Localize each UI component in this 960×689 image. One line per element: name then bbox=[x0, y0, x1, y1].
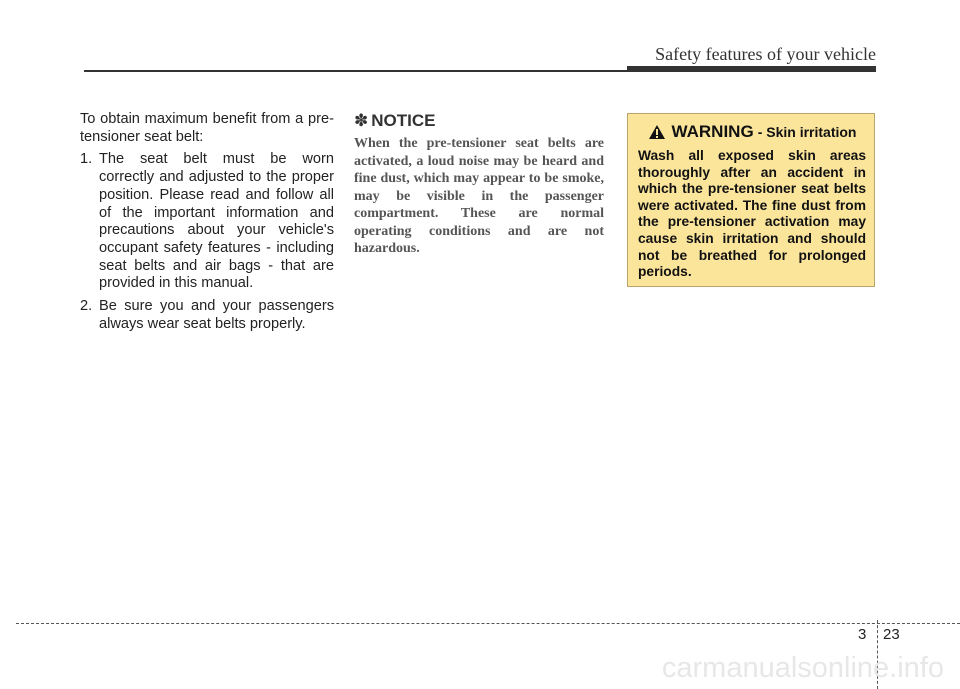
notice-body: When the pre-tensioner seat belts are activated, a loud noise may be heard and fine dust, which may appear to be smoke, may be visible in the passenger compartment. These are normal operating conditions and are not hazardous. bbox=[354, 136, 604, 256]
warning-box bbox=[627, 113, 875, 287]
header-rule-accent bbox=[627, 66, 876, 72]
list-item bbox=[80, 151, 334, 293]
list-item-text: The seat belt must be worn correctly and adjusted to the proper position. Please read and follow all of the important information and precautions about your vehicle's occupant safety features - including seat belts and air bags - that are provided in this manual. bbox=[99, 151, 334, 292]
column-left bbox=[80, 111, 334, 338]
warning-triangle-icon bbox=[648, 124, 666, 140]
page-number: 23 bbox=[883, 626, 900, 643]
list-item bbox=[80, 298, 334, 333]
list-item-number: 2. bbox=[80, 298, 93, 315]
notice-title: NOTICE bbox=[371, 111, 436, 130]
watermark: carmanualsonline.info bbox=[661, 652, 944, 684]
list-item-number: 1. bbox=[80, 151, 93, 168]
notice-heading bbox=[354, 111, 604, 131]
notice-section bbox=[354, 111, 604, 258]
warning-word: WARNING bbox=[671, 122, 754, 141]
section-title: Safety features of your vehicle bbox=[655, 44, 876, 64]
chapter-number: 3 bbox=[858, 626, 867, 643]
warning-subtitle: - Skin irritation bbox=[757, 124, 857, 140]
list-item-text: Be sure you and your passengers always wear seat belts properly. bbox=[99, 298, 334, 332]
warning-body: Wash all exposed skin areas thoroughly after an accident in which the pre-tensioner seat belts were activated. The fine dust from the pre-tensioner activation may cause skin irritation and should not be breathed for prolonged periods. bbox=[638, 148, 866, 280]
footer-rule bbox=[16, 623, 960, 624]
warning-heading bbox=[638, 122, 866, 142]
intro-paragraph: To obtain maximum benefit from a pre-tensioner seat belt: bbox=[80, 111, 334, 145]
instruction-list bbox=[80, 151, 334, 333]
notice-mark-icon: ✽ bbox=[354, 111, 369, 130]
